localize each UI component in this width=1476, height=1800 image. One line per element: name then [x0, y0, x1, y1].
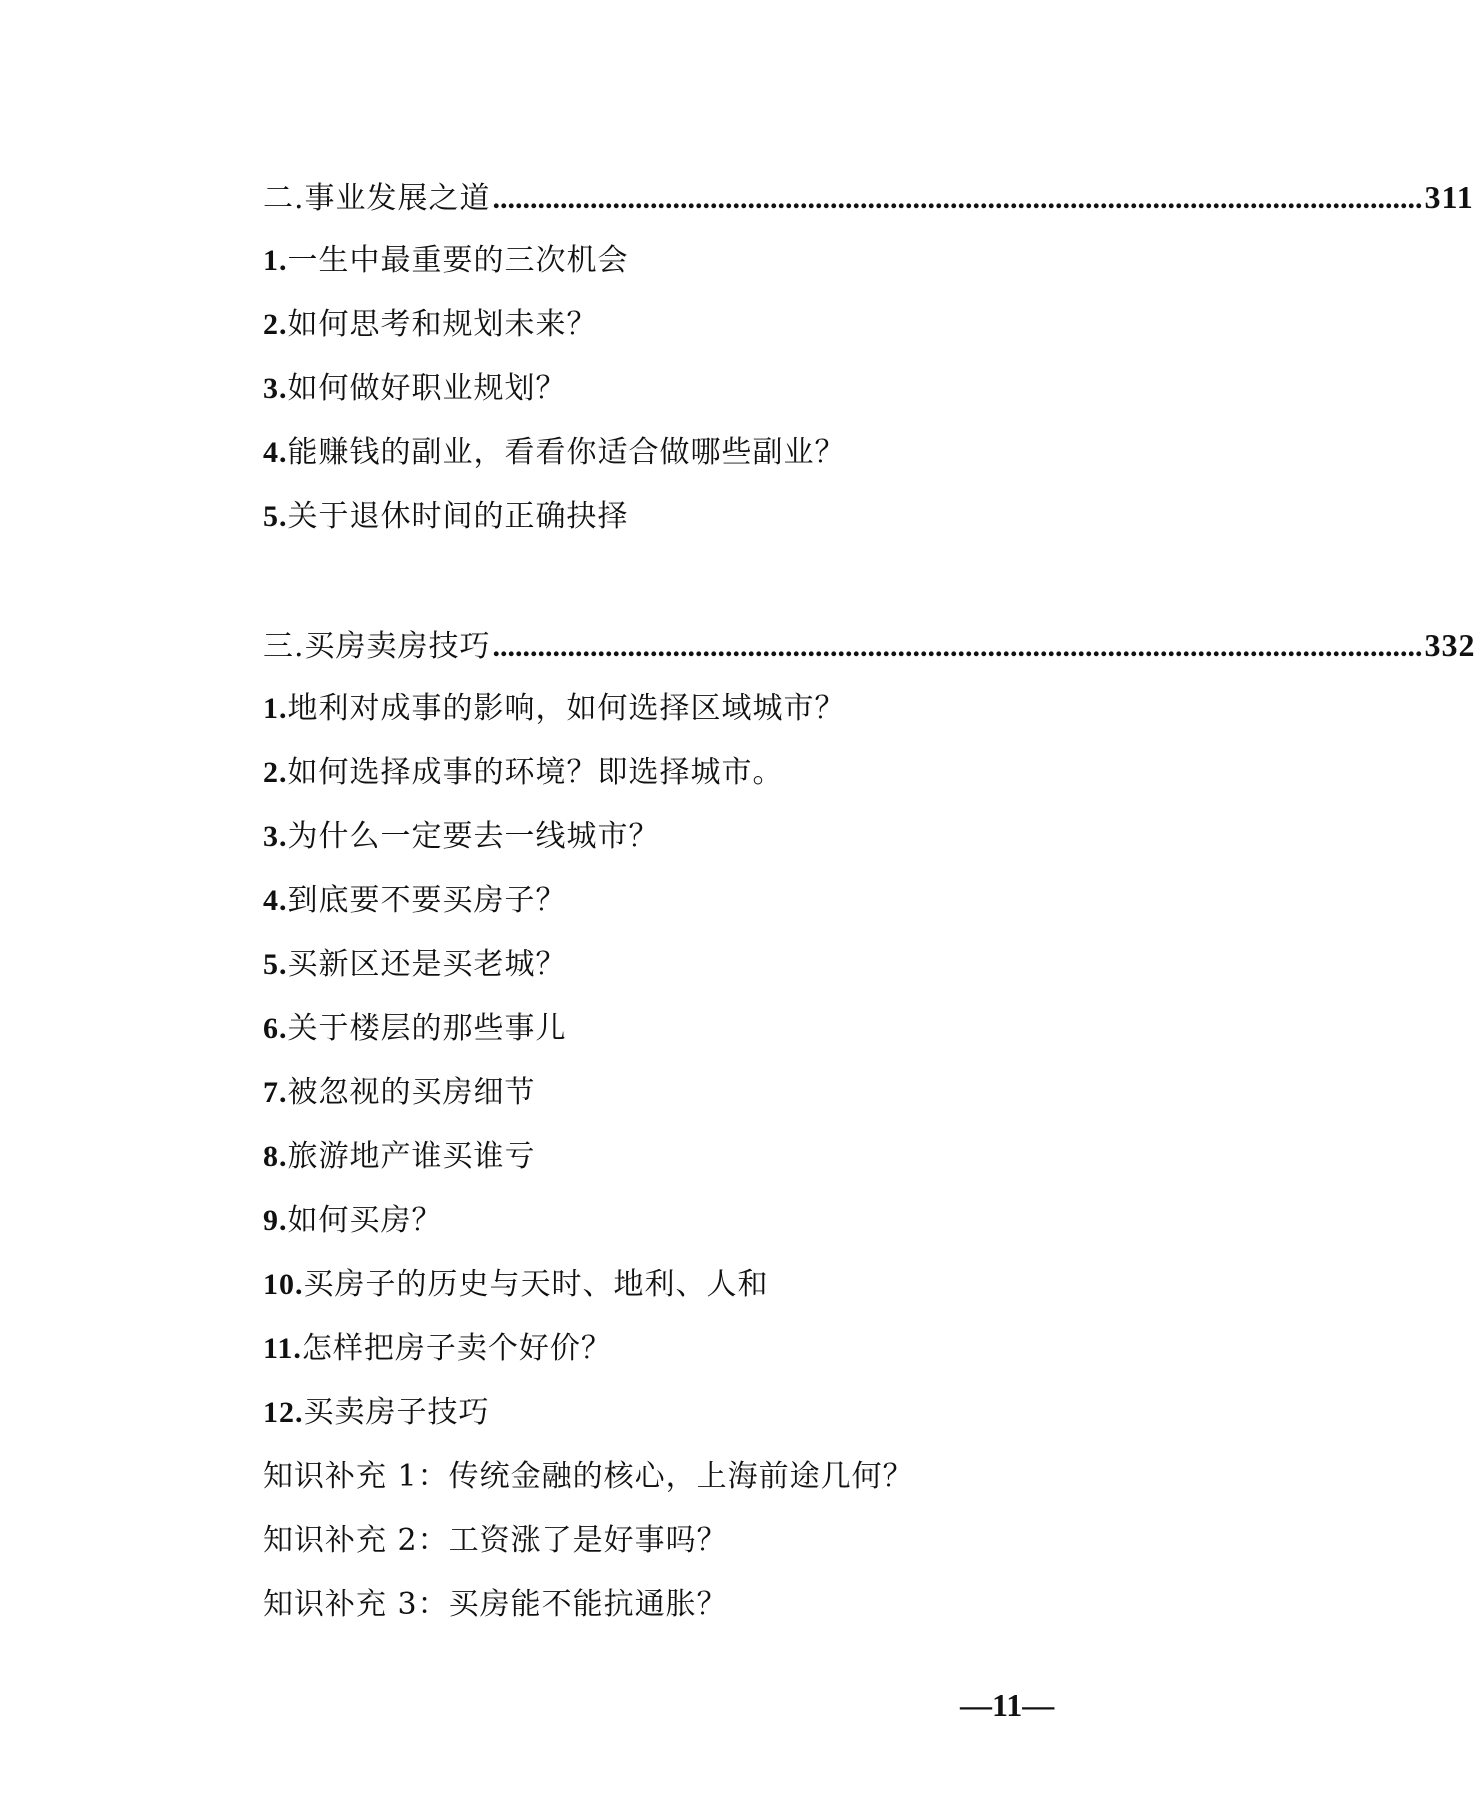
item-number: 5. — [263, 500, 288, 533]
item-title: 买房子的历史与天时、地利、人和 — [303, 1267, 769, 1302]
item-title: 如何做好职业规划？ — [287, 371, 567, 406]
item-title: 如何买房？ — [287, 1203, 443, 1238]
toc-item-supplement — [263, 1509, 963, 1573]
item-title: 到底要不要买房子？ — [287, 883, 567, 918]
section-page-number: 311 — [1424, 179, 1474, 215]
item-title: 怎样把房子卖个好价？ — [301, 1331, 612, 1366]
section-heading — [263, 165, 1474, 229]
item-title: 关于退休时间的正确抉择 — [287, 499, 629, 534]
item-title: 能赚钱的副业，看看你适合做哪些副业？ — [287, 435, 846, 470]
item-number: 12. — [263, 1396, 304, 1429]
item-number: 1. — [263, 244, 288, 277]
toc-item — [263, 805, 963, 869]
item-number: 3. — [263, 372, 288, 405]
item-number: 知识补充 2： — [263, 1523, 449, 1558]
toc-item — [263, 741, 963, 805]
item-title: 关于楼层的那些事儿 — [287, 1011, 567, 1046]
toc-item — [263, 485, 963, 549]
item-title: 地利对成事的影响，如何选择区域城市？ — [287, 691, 846, 726]
item-title: 为什么一定要去一线城市？ — [287, 819, 660, 854]
section-title: 三.买房卖房技巧 — [263, 629, 491, 664]
item-number: 知识补充 3： — [263, 1587, 449, 1622]
toc-item — [263, 869, 963, 933]
item-number: 7. — [263, 1076, 288, 1109]
page-number: —11— — [960, 1687, 1055, 1723]
item-number: 4. — [263, 884, 288, 917]
item-title: 买新区还是买老城？ — [287, 947, 567, 982]
toc-item-supplement — [263, 1445, 963, 1509]
item-number: 1. — [263, 692, 288, 725]
toc-item — [263, 421, 963, 485]
toc-section-housing — [263, 613, 1476, 1637]
item-number: 4. — [263, 436, 288, 469]
toc-item — [263, 1189, 963, 1253]
item-number: 知识补充 1： — [263, 1459, 449, 1494]
toc-item — [263, 933, 963, 997]
section-page-number: 332 — [1424, 627, 1476, 663]
item-number: 3. — [263, 820, 288, 853]
toc-item — [263, 229, 963, 293]
item-number: 8. — [263, 1140, 288, 1173]
item-title: 被忽视的买房细节 — [287, 1075, 536, 1110]
item-number: 11. — [263, 1332, 302, 1365]
section-heading — [263, 613, 1476, 677]
item-number: 9. — [263, 1204, 288, 1237]
toc-item — [263, 677, 963, 741]
toc-section-career — [263, 165, 1474, 549]
item-title: 如何思考和规划未来？ — [287, 307, 598, 342]
item-title: 买卖房子技巧 — [303, 1395, 490, 1430]
item-number: 2. — [263, 308, 288, 341]
section-title: 二.事业发展之道 — [263, 181, 491, 216]
toc-item — [263, 997, 963, 1061]
toc-item — [263, 1317, 963, 1381]
item-number: 2. — [263, 756, 288, 789]
toc-item — [263, 1125, 963, 1189]
item-title: 传统金融的核心，上海前途几何？ — [448, 1459, 914, 1494]
item-number: 6. — [263, 1012, 288, 1045]
toc-item — [263, 1061, 963, 1125]
item-title: 旅游地产谁买谁亏 — [287, 1139, 536, 1174]
leader-dots: ............................................................................................................................ — [492, 182, 1423, 215]
item-number: 5. — [263, 948, 288, 981]
toc-item — [263, 1253, 963, 1317]
leader-dots: ............................................................................................................................ — [492, 630, 1423, 663]
toc-item — [263, 1381, 963, 1445]
toc-item — [263, 357, 963, 421]
item-title: 工资涨了是好事吗？ — [448, 1523, 728, 1558]
item-title: 如何选择成事的环境？即选择城市。 — [287, 755, 784, 790]
item-number: 10. — [263, 1268, 304, 1301]
toc-item-supplement — [263, 1573, 963, 1637]
toc-item — [263, 293, 963, 357]
item-title: 一生中最重要的三次机会 — [287, 243, 629, 278]
item-title: 买房能不能抗通胀？ — [448, 1587, 728, 1622]
